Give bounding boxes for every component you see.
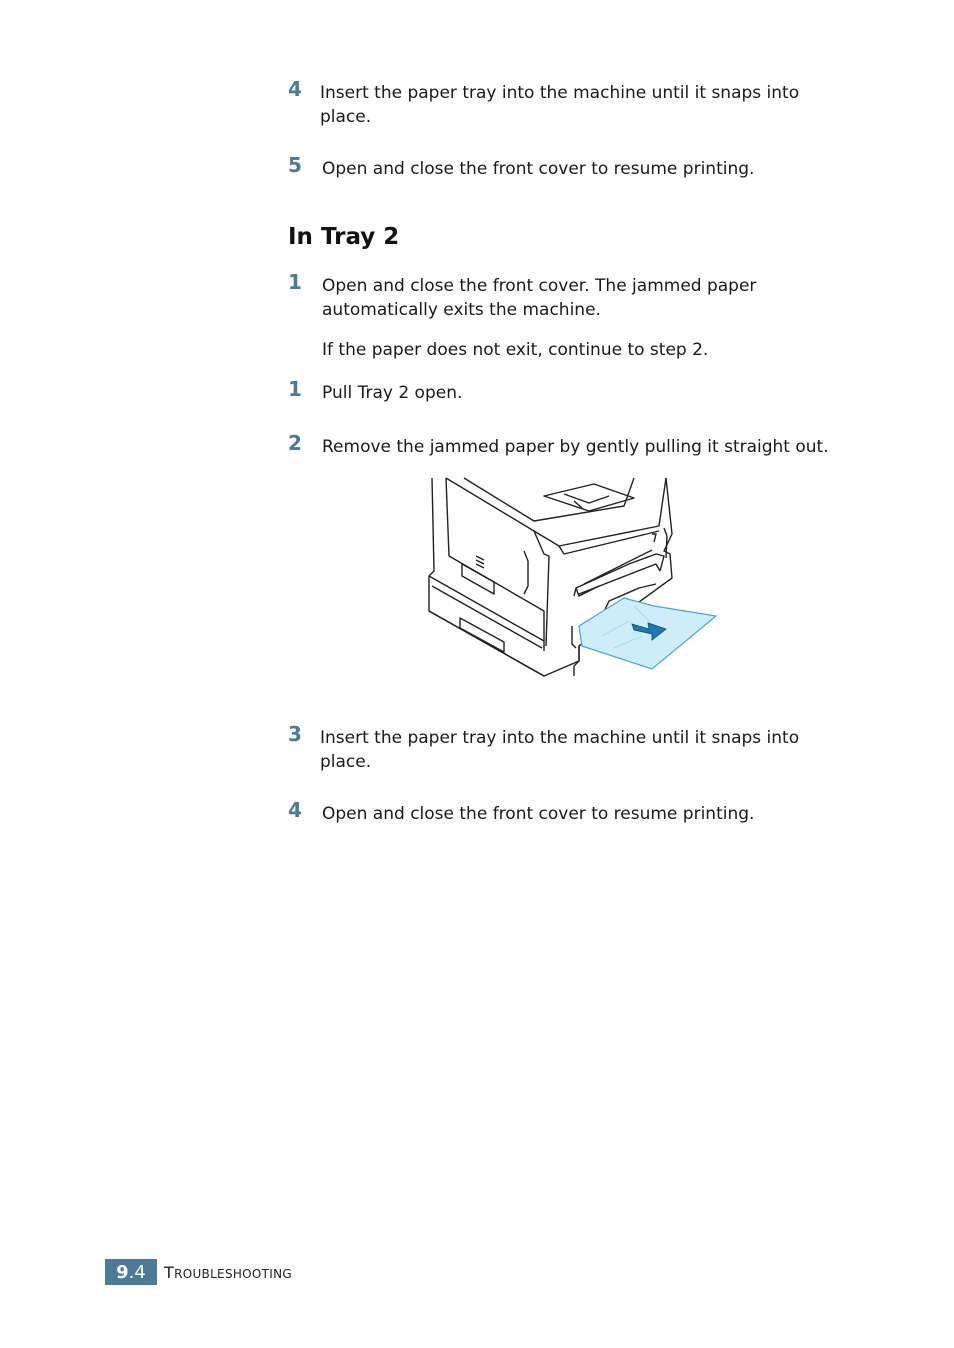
step-number: 1 <box>288 377 302 401</box>
jammed-paper <box>579 598 716 669</box>
page-number-badge <box>105 1259 157 1285</box>
step-text: Insert the paper tray into the machine until it snaps into place. <box>320 83 800 127</box>
step-text: Open and close the front cover to resume printing. <box>322 159 755 179</box>
tray2-step-4 <box>288 798 868 826</box>
section-title-rest: ROUBLESHOOTING <box>174 1266 293 1281</box>
printer-illustration <box>424 476 724 696</box>
step-number: 1 <box>288 270 302 294</box>
step-5-top <box>288 153 868 181</box>
tray2-step-3 <box>288 722 868 774</box>
step-text: Open and close the front cover to resume printing. <box>322 804 755 824</box>
page-number: .4 <box>128 1261 146 1283</box>
step-text: Open and close the front cover. The jammed paper automatically exits the machine. <box>322 276 757 320</box>
tray2-step-2 <box>288 431 868 459</box>
step-text: Insert the paper tray into the machine until it snaps into place. <box>320 728 800 772</box>
step-number: 2 <box>288 431 302 455</box>
step-number: 5 <box>288 153 302 177</box>
step-number: 3 <box>288 722 302 746</box>
step-4-top <box>288 77 868 129</box>
step-number: 4 <box>288 798 302 822</box>
step-text: Remove the jammed paper by gently pulling it straight out. <box>322 437 829 457</box>
tray2-step-1 <box>288 270 868 322</box>
tray2-step-1b <box>288 377 868 405</box>
section-title-initial: T <box>164 1262 175 1282</box>
section-title <box>164 1263 292 1282</box>
printer-tray2-illustration <box>424 476 724 696</box>
step-number: 4 <box>288 77 302 101</box>
chapter-number: 9 <box>116 1261 129 1283</box>
step-note: If the paper does not exit, continue to step 2. <box>322 340 709 360</box>
step-text: Pull Tray 2 open. <box>322 383 463 403</box>
page-footer <box>105 1259 292 1285</box>
section-heading: In Tray 2 <box>288 224 400 250</box>
